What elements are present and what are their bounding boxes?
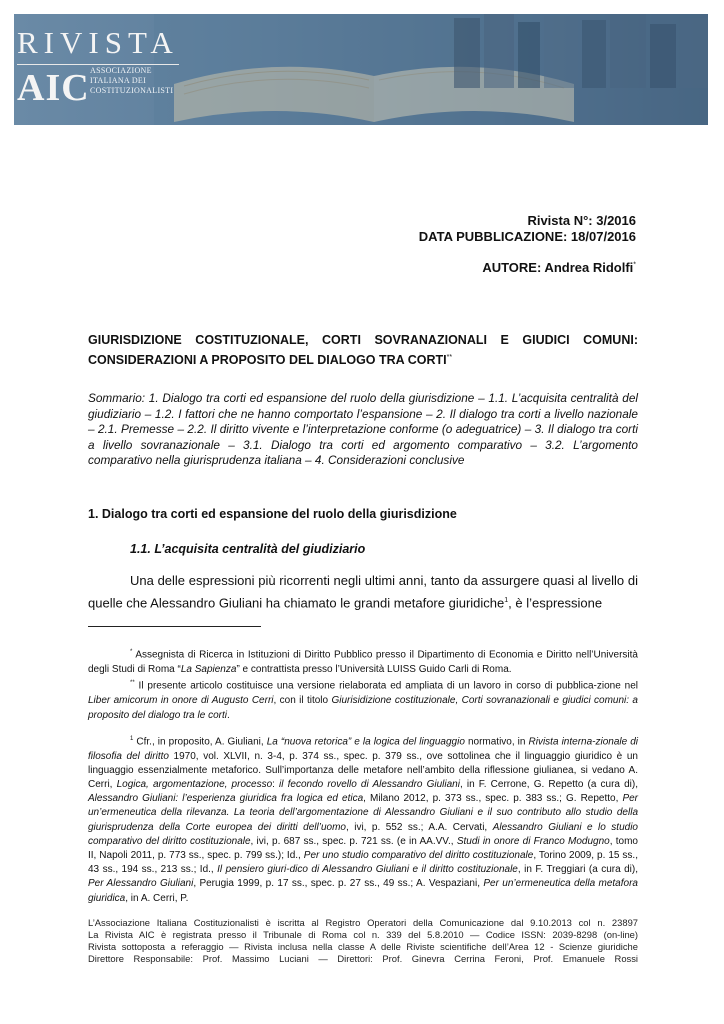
article-title-text: GIURISDIZIONE COSTITUZIONALE, CORTI SOVRANAZIONALI E GIUDICI COMUNI: CONSIDERAZIONI A PROPOSITO DEL DIALOGO TRA CORTI [88,333,638,368]
footnote-italic: Giurisidizione costituzionale, Corti sovranazionali e giudici comuni: a proposito del dialogo tra le corti [88,695,638,722]
footnote-text: , Torino 2009, p. 15 ss., 43 ss., 194 ss., 213 ss.; Id., [88,849,638,876]
publication-date: DATA PUBBLICAZIONE: 18/07/2016 [418,229,636,244]
summary: Sommario: 1. Dialogo tra corti ed espansione del ruolo della giurisdizione – 1.1. L’acquisita centralità del giudiziario – 1.2. I fattori che ne hanno comportato l’espansione – 2. Il dialogo tra corti a livello nazionale – 2.1. Premesse – 2.2. Il diritto vivente e l’interpretazione conforme (o adeguatrice) – 3. Il dialogo tra corti a livello sovranazionale – 3.1. Dialogo tra corti ed argomento comparativo – 3.2. L’argomento comparativo nella giurisprudenza italiana – 4. Considerazioni conclusive [88,391,638,467]
footnote-text: , tomo II, Napoli 2011, p. 773 ss., spec. p. 799 ss.); Id., [88,835,638,861]
footnote-text: , in A. Cerri, P. [125,892,189,904]
footnote-italic: Studi in onore di Franco Modugno [456,835,610,847]
footnote-italic: Alessandro Giuliani: l’esperienza giuridica fra logica ed etica [88,793,364,805]
footnote-text: , con il titolo [273,695,332,707]
association-line: ASSOCIAZIONE [90,66,152,75]
footnote-text: . [226,710,230,722]
footnote-text: , ivi, p. 552 ss.; A.A. Cervati, [345,821,493,833]
author-footnote-mark: * [633,261,636,269]
footnote-text: 1970, vol. XLVII, n. 3-4, p. 374 ss., spec. p. 379 ss., ove sottolinea che il linguaggio giuridico è un linguaggio essenzialmente metaforico. Sull’importanza delle metafore nell’ambito della riflessione giulianea, si vedano A. Cerri, [88,750,638,790]
footnote-divider [88,626,261,627]
footnote-italic: Alessandro Giuliani e lo studio comparativo del diritto costituzionale [88,821,638,847]
footnote-text: ” e contrattista presso l’Università LUISS Guido Carli di Roma. [236,664,512,676]
footnote-text: , Perugia 1999, p. 17 ss., spec. p. 27 ss., 49 ss.; A. Vespaziani, [193,878,484,890]
association-line: ITALIANA DEI [90,76,147,85]
footnote-mark: * [130,649,133,655]
footnote-italic: Per un’ermeneutica della rilevanza. La teoria dell’argomentazione di Alessandro Giuliani e il suo contributo allo studio della giurisprudenza della Corte europea dei diritti dell’uomo [88,793,638,833]
footnote-italic: La Sapienza [180,664,237,676]
journal-name: RIVISTA [17,25,179,60]
body-text-part: , è l’espressione [508,595,603,611]
footnote-italic: il fecondo rovello di Alessandro Giuliani [279,778,460,790]
footnote-text: , Milano 2012, p. 373 ss., spec. p. 383 ss.; G. Repetto, [363,793,623,805]
footnote-italic: Rivista interna-zionale di filosofia del diritto [88,736,639,762]
footer-line: L’Associazione Italiana Costituzionalisti è iscritta al Registro Operatori della Comunicazione dal 9.10.2013 col n. 23897 [88,917,638,928]
body-paragraph [88,571,638,613]
footnote-text: Assegnista di Ricerca in Istituzioni di Diritto Pubblico presso il Dipartimento di Economia e Diritto nell’Università degli Studi di Roma “ [88,649,638,676]
footnote [88,732,638,906]
author-name: AUTORE: Andrea Ridolfi [482,260,634,275]
footnote-italic: Liber amicorum in onore di Augusto Cerri [88,695,274,707]
footnote-text: , ivi, p. 687 ss., spec. p. 721 ss. (e in AA.VV., [250,835,457,847]
body-text-part: Una delle espressioni più ricorrenti negli ultimi anni, tanto da assurgere quasi al livello di quelle che Alessandro Giuliani ha chiamato le grandi metafore giuridiche [88,573,638,611]
footnote-mark: 1 [130,736,134,742]
footer-line: La Rivista AIC è registrata presso il Tribunale di Roma col n. 339 del 5.8.2010 — Codice ISSN: 2039-8298 (on-line) [88,929,638,940]
footnote-mark: ** [130,680,135,686]
footer-line: Rivista sottoposta a referaggio — Rivista inclusa nella classe A delle Riviste scientifiche dell’Area 12 - Scienze giuridiche [88,941,638,952]
association-name [90,66,173,96]
footnote-text: Il presente articolo costituisce una versione rielaborata ed ampliata di un lavoro in corso di pubblica-zione nel [138,680,638,692]
footnote-italic: Logica, argomentazione, processo [116,778,273,790]
footer-line: Direttore Responsabile: Prof. Massimo Luciani — Direttori: Prof. Ginevra Cerrina Feroni, Prof. Emanuele Rossi [88,953,638,964]
journal-banner [14,14,708,125]
footnote-italic: Per un’ermeneutica della metafora giuridica [88,878,638,904]
footnote-text: normativo, in [464,736,529,748]
footnote-ref: 1 [504,597,509,604]
footnote-italic: La “nuova retorica” e la logica del linguaggio [266,736,465,748]
footnote-italic: Il pensiero giuri-dico di Alessandro Giuliani e il diritto costituzionale [217,864,518,876]
page-footer [88,917,638,965]
banner-divider [17,64,179,65]
footnote [88,645,638,677]
footnote-text: Cfr., in proposito, A. Giuliani, [136,736,267,748]
subsection-heading: 1.1. L’acquisita centralità del giudiziario [130,542,366,556]
footnote-text: , in F. Cerrone, G. Repetto (a cura di), [459,778,639,790]
footnote [88,676,638,723]
title-footnote-mark: ** [446,354,453,361]
issue-number: Rivista N°: 3/2016 [527,213,636,228]
association-line: COSTITUZIONALISTI [90,86,174,95]
author [482,260,636,275]
footnote-text: : [272,778,280,790]
footnote-italic: Per uno studio comparativo del diritto costituzionale [303,849,534,861]
section-heading: 1. Dialogo tra corti ed espansione del ruolo della giurisdizione [88,507,457,521]
footnote-text: , in F. Treggiari (a cura di), [517,864,638,876]
books-illustration [154,14,708,125]
journal-acronym: AIC [17,67,90,109]
article-title [88,332,638,369]
footnote-italic: Per Alessandro Giuliani [88,878,194,890]
